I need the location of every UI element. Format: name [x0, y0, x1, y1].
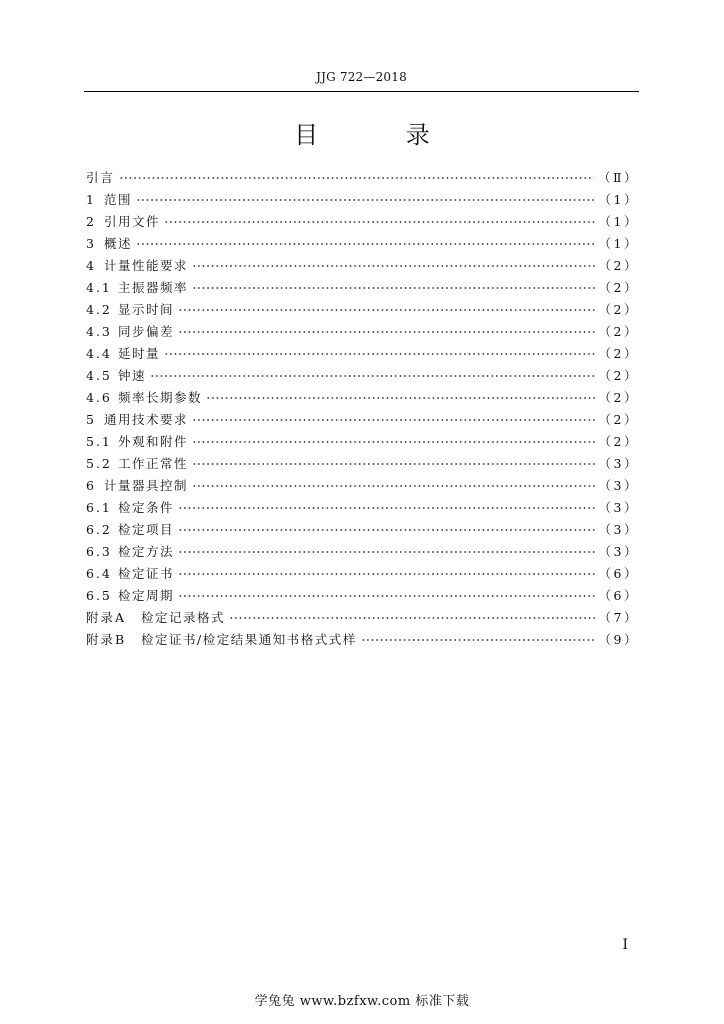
page-title: 目 录 — [294, 121, 470, 149]
toc-entry — [86, 409, 639, 431]
toc-page-ref: （3） — [598, 544, 639, 559]
toc-entry-number: 4.5 — [86, 368, 112, 383]
toc-entry — [86, 189, 639, 211]
toc-entry-number: 3 — [86, 236, 96, 251]
toc-entry-title: 检定方法 — [118, 544, 175, 559]
toc-entry-title: 工作正常性 — [118, 456, 189, 471]
toc-entry-number: 4 — [86, 258, 96, 273]
toc-page-ref: （2） — [598, 346, 639, 361]
toc-entry — [86, 519, 639, 541]
toc-entry — [86, 365, 639, 387]
toc-page-ref: （3） — [598, 478, 639, 493]
table-of-contents — [86, 167, 639, 651]
toc-entry — [86, 541, 639, 563]
toc-page-ref: （Ⅱ） — [598, 170, 639, 185]
toc-dot-leader — [178, 308, 595, 312]
toc-dot-leader — [361, 638, 595, 642]
toc-entry — [86, 629, 639, 651]
watermark-footer: 学兔兔 www.bzfxw.com 标准下载 — [254, 994, 470, 1009]
toc-entry-number: 6 — [86, 478, 96, 493]
toc-entry-title: 钟速 — [118, 368, 147, 383]
toc-entry-title: 外观和附件 — [118, 434, 189, 449]
toc-entry-title: 延时量 — [118, 346, 161, 361]
toc-page-ref: （2） — [598, 280, 639, 295]
toc-page-ref: （2） — [598, 412, 639, 427]
toc-entry-title: 频率长期参数 — [118, 390, 203, 405]
toc-page-ref: （3） — [598, 522, 639, 537]
toc-page-ref: （1） — [598, 214, 639, 229]
toc-entry-title: 范围 — [104, 192, 133, 207]
toc-dot-leader — [192, 484, 595, 488]
toc-entry-title: 检定证书/检定结果通知书格式式样 — [141, 632, 357, 647]
toc-entry-number: 附录B — [86, 632, 127, 647]
toc-entry-title: 计量器具控制 — [104, 478, 189, 493]
toc-entry-title: 主振器频率 — [118, 280, 189, 295]
toc-dot-leader — [136, 242, 595, 246]
toc-page-ref: （2） — [598, 324, 639, 339]
toc-entry-number: 6.5 — [86, 588, 112, 603]
toc-entry — [86, 277, 639, 299]
toc-entry-number: 6.3 — [86, 544, 112, 559]
toc-entry — [86, 343, 639, 365]
toc-entry-title: 检定条件 — [118, 500, 175, 515]
toc-entry-number: 5.1 — [86, 434, 112, 449]
toc-entry-title: 计量性能要求 — [104, 258, 189, 273]
toc-page-ref: （2） — [598, 368, 639, 383]
toc-page-ref: （9） — [598, 632, 639, 647]
toc-entry-number: 4.3 — [86, 324, 112, 339]
toc-dot-leader — [192, 286, 595, 290]
toc-entry-number: 引言 — [86, 170, 116, 185]
toc-dot-leader — [192, 440, 595, 444]
toc-entry-title: 通用技术要求 — [104, 412, 189, 427]
toc-dot-leader — [178, 572, 595, 576]
page-number: I — [622, 937, 628, 953]
toc-dot-leader — [136, 198, 595, 202]
toc-entry — [86, 321, 639, 343]
toc-entry-title: 显示时间 — [118, 302, 175, 317]
toc-entry — [86, 387, 639, 409]
toc-page-ref: （1） — [598, 192, 639, 207]
toc-entry — [86, 607, 639, 629]
toc-entry-number: 6.2 — [86, 522, 112, 537]
toc-dot-leader — [164, 220, 595, 224]
toc-page-ref: （6） — [598, 588, 639, 603]
toc-page-ref: （3） — [598, 456, 639, 471]
toc-entry-number: 4.6 — [86, 390, 112, 405]
toc-dot-leader — [119, 176, 594, 180]
toc-entry-title: 检定证书 — [118, 566, 175, 581]
toc-entry — [86, 497, 639, 519]
toc-dot-leader — [192, 418, 595, 422]
toc-page-ref: （2） — [598, 390, 639, 405]
toc-entry-title: 检定项目 — [118, 522, 175, 537]
toc-entry — [86, 211, 639, 233]
standard-code-header: JJG 722—2018 — [316, 70, 407, 84]
toc-dot-leader — [150, 374, 595, 378]
header-rule — [84, 91, 639, 92]
toc-entry — [86, 299, 639, 321]
toc-entry — [86, 585, 639, 607]
toc-entry — [86, 255, 639, 277]
toc-entry-title: 检定记录格式 — [141, 610, 226, 625]
toc-page-ref: （2） — [598, 434, 639, 449]
toc-dot-leader — [178, 506, 595, 510]
toc-page-ref: （7） — [598, 610, 639, 625]
toc-dot-leader — [192, 462, 595, 466]
toc-entry — [86, 233, 639, 255]
toc-entry-title: 引用文件 — [104, 214, 161, 229]
toc-dot-leader — [229, 616, 595, 620]
toc-entry-number: 5 — [86, 412, 96, 427]
toc-entry-number: 2 — [86, 214, 96, 229]
toc-dot-leader — [178, 550, 595, 554]
toc-dot-leader — [178, 330, 595, 334]
toc-entry-title: 同步偏差 — [118, 324, 175, 339]
toc-dot-leader — [164, 352, 595, 356]
toc-entry — [86, 431, 639, 453]
toc-dot-leader — [178, 594, 595, 598]
toc-entry-title: 概述 — [104, 236, 133, 251]
toc-dot-leader — [192, 264, 595, 268]
toc-entry-number: 5.2 — [86, 456, 112, 471]
toc-entry-number: 4.1 — [86, 280, 112, 295]
toc-entry-number: 4.2 — [86, 302, 112, 317]
toc-page-ref: （1） — [598, 236, 639, 251]
toc-entry-title: 检定周期 — [118, 588, 175, 603]
toc-entry — [86, 475, 639, 497]
toc-page-ref: （3） — [598, 500, 639, 515]
toc-dot-leader — [178, 528, 595, 532]
toc-entry-number: 附录A — [86, 610, 127, 625]
toc-entry — [86, 167, 639, 189]
toc-page-ref: （2） — [598, 258, 639, 273]
toc-entry-number: 4.4 — [86, 346, 112, 361]
toc-dot-leader — [206, 396, 595, 400]
toc-entry — [86, 453, 639, 475]
toc-entry-number: 6.4 — [86, 566, 112, 581]
toc-page-ref: （6） — [598, 566, 639, 581]
toc-entry-number: 1 — [86, 192, 96, 207]
toc-entry — [86, 563, 639, 585]
toc-entry-number: 6.1 — [86, 500, 112, 515]
toc-page-ref: （2） — [598, 302, 639, 317]
